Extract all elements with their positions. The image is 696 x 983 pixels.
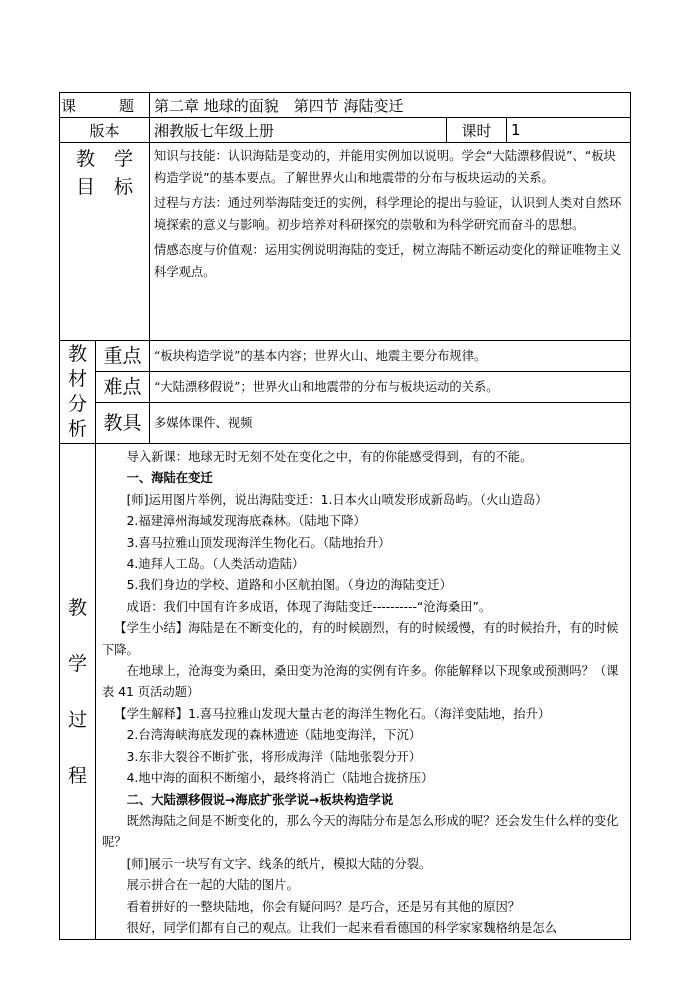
tools-value: 多媒体课件、视频 xyxy=(150,403,631,444)
process-label-char: 过 xyxy=(67,708,87,731)
process-line: [师]运用图片举例，说出海陆变迁：1.日本火山喷发形成新岛屿。（火山造岛） xyxy=(126,492,548,507)
analysis-label xyxy=(60,341,96,444)
goals-label-line1: 教 学 xyxy=(76,148,134,170)
process-line: 看着拼好的一整块陆地，你会有疑问吗？是巧合，还是另有其他的原因？ xyxy=(126,899,521,914)
process-line: 成语：我们中国有许多成语，体现了海陆变迁----------“沧海桑田”。 xyxy=(126,599,492,614)
goals-content xyxy=(150,143,631,341)
goals-process: 过程与方法：通过列举海陆变迁的实例，科学理论的提出与验证，认识到人类对自然环境探索的意义与影响。初步培养对科研探究的崇敬和为科学研究而奋斗的思想。 xyxy=(154,196,622,232)
key-point-value: “板块构造学说”的基本内容；世界火山、地震主要分布规律。 xyxy=(150,341,631,372)
period-value: 1 xyxy=(507,118,631,143)
analysis-label-char: 分 xyxy=(67,393,87,415)
difficult-point-row xyxy=(60,372,631,403)
process-line: 【学生小结】海陆是在不断变化的，有的时候剧烈，有的时候缓慢，有的时候抬升，有的时候下降。 xyxy=(102,621,619,657)
key-point-label: 重点 xyxy=(96,341,150,372)
analysis-label-char: 析 xyxy=(67,418,87,440)
process-line: 2.福建漳州海域发现海底森林。（陆地下降） xyxy=(126,514,366,529)
process-line: [师]展示一块写有文字、线条的纸片，模拟大陆的分裂。 xyxy=(126,856,432,871)
process-row xyxy=(60,444,631,940)
goals-attitude: 情感态度与价值观：运用实例说明海陆的变迁，树立海陆不断运动变化的辩证唯物主义科学观点。 xyxy=(154,243,622,279)
process-line: 4.地中海的面积不断缩小，最终将消亡（陆地合拢挤压） xyxy=(126,771,434,786)
goals-row xyxy=(60,143,631,341)
process-line: 2.台湾海峡海底发现的森林遗迹（陆地变海洋，下沉） xyxy=(126,728,422,743)
topic-value: 第二章 地球的面貌 第四节 海陆变迁 xyxy=(150,93,631,118)
key-point-row xyxy=(60,341,631,372)
difficult-point-value: “大陆漂移假说”；世界火山和地震带的分布与板块运动的关系。 xyxy=(150,372,631,403)
process-line: 3.东非大裂谷不断扩张，将形成海洋（陆地张裂分开） xyxy=(126,749,422,764)
goals-knowledge: 知识与技能：认识海陆是变动的，并能用实例加以说明。学会“大陆漂移假说”、“板块构造学说”的基本要点。了解世界火山和地震带的分布与板块运动的关系。 xyxy=(154,149,616,185)
process-line: 导入新课：地球无时无刻不处在变化之中，有的你能感受得到，有的不能。 xyxy=(126,450,533,464)
process-line: 【学生解释】1.喜马拉雅山发现大量古老的海洋生物化石。（海洋变陆地，抬升） xyxy=(114,706,551,721)
process-label-char: 学 xyxy=(67,652,87,675)
period-label: 课时 xyxy=(447,118,507,143)
process-line: 展示拼合在一起的大陆的图片。 xyxy=(126,878,299,893)
lesson-plan-table xyxy=(59,92,631,940)
tools-row xyxy=(60,403,631,444)
section-heading: 二、大陆漂移假说→海底扩张学说→板块构造学说 xyxy=(126,792,394,807)
process-line: 3.喜马拉雅山顶发现海洋生物化石。（陆地抬升） xyxy=(126,535,391,550)
goals-label-line2: 目 标 xyxy=(76,176,134,198)
process-line: 5.我们身边的学校、道路和小区航拍图。（身边的海陆变迁） xyxy=(126,578,452,593)
section-heading: 一、海陆在变迁 xyxy=(126,471,213,486)
process-line: 4.迪拜人工岛。（人类活动造陆） xyxy=(126,557,305,572)
process-line: 很好，同学们都有自己的观点。让我们一起来看看德国的科学家家魏格纳是怎么 xyxy=(126,920,557,935)
tools-label: 教具 xyxy=(96,403,150,444)
process-line: 在地球上，沧海变为桑田，桑田变为沧海的实例有许多。你能解释以下现象或预测吗？（课表 41 页活动题） xyxy=(102,664,619,700)
process-label-char: 程 xyxy=(67,764,87,787)
process-content xyxy=(96,444,631,940)
process-label xyxy=(60,444,96,940)
process-line: 既然海陆之间是不断变化的，那么今天的海陆分布是怎么形成的呢？还会发生什么样的变化呢？ xyxy=(102,813,619,850)
analysis-label-char: 材 xyxy=(67,368,87,390)
difficult-point-label: 难点 xyxy=(96,372,150,403)
version-row xyxy=(60,118,631,143)
version-value: 湘教版七年级上册 xyxy=(150,118,447,143)
topic-row xyxy=(60,93,631,118)
version-label: 版本 xyxy=(60,118,150,143)
goals-label xyxy=(60,143,150,341)
analysis-label-char: 教 xyxy=(67,343,87,365)
topic-label: 课 题 xyxy=(60,93,150,118)
process-label-char: 教 xyxy=(67,596,87,619)
